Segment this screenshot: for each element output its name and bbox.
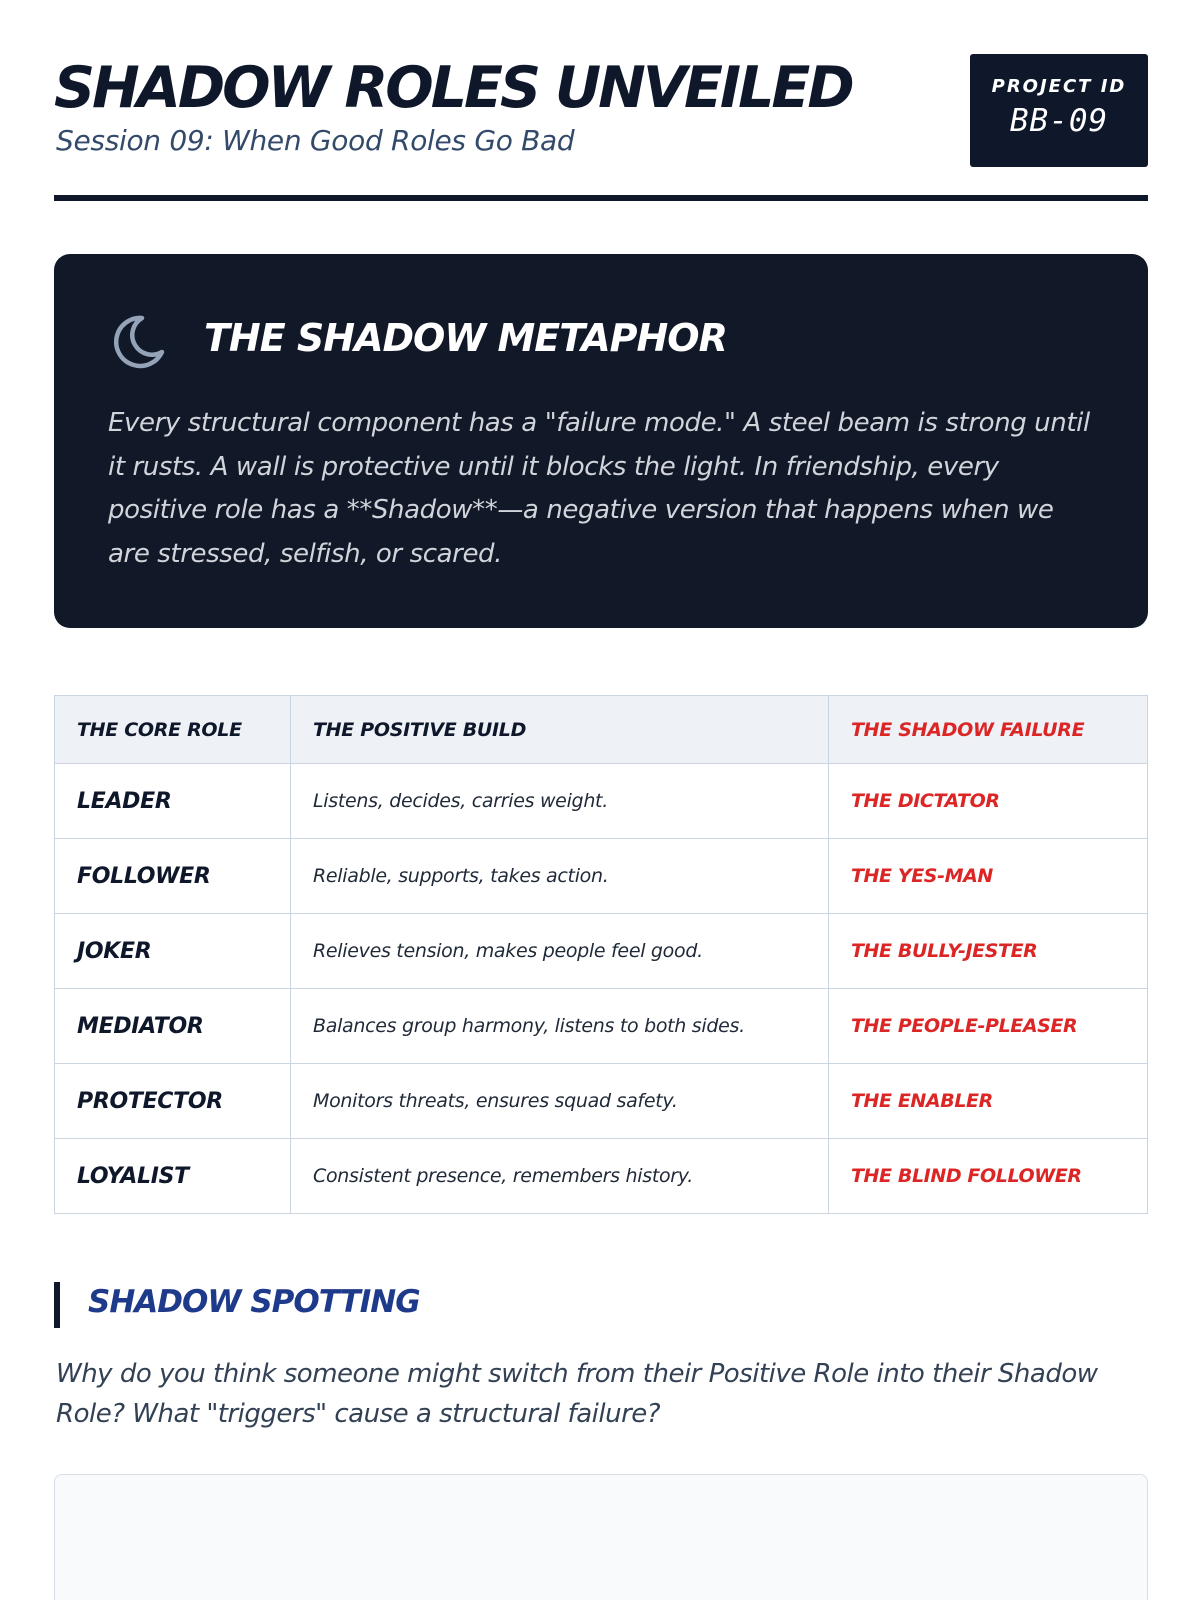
core-role-cell: MEDIATOR	[55, 989, 291, 1064]
header-shadow-failure: THE SHADOW FAILURE	[829, 696, 1148, 764]
core-role-cell: LOYALIST	[55, 1139, 291, 1214]
positive-build-cell: Monitors threats, ensures squad safety.	[291, 1064, 829, 1139]
roles-table	[54, 695, 1148, 1214]
shadow-spotting-heading: SHADOW SPOTTING	[88, 1284, 420, 1320]
header-positive-build: THE POSITIVE BUILD	[291, 696, 829, 764]
page-title: SHADOW ROLES UNVEILED	[54, 55, 852, 121]
table-row	[55, 839, 1148, 914]
table-row	[55, 1064, 1148, 1139]
page-header	[54, 0, 1148, 201]
shadow-failure-cell: THE ENABLER	[829, 1064, 1148, 1139]
positive-build-cell: Consistent presence, remembers history.	[291, 1139, 829, 1214]
moon-icon	[108, 312, 168, 372]
section-accent-bar	[54, 1282, 60, 1328]
positive-build-cell: Reliable, supports, takes action.	[291, 839, 829, 914]
project-id-badge	[970, 54, 1148, 167]
page-subtitle: Session 09: When Good Roles Go Bad	[56, 124, 575, 157]
core-role-cell: JOKER	[55, 914, 291, 989]
shadow-failure-cell: THE DICTATOR	[829, 764, 1148, 839]
metaphor-body: Every structural component has a "failure mode." A steel beam is strong until it rusts. A wall is protective until it blocks the light. In friendship, every positive role has a **Shadow**—a negative version that happens when we are stressed, selfish, or scared.	[108, 408, 1090, 569]
project-id-label: PROJECT ID	[991, 76, 1127, 97]
shadow-failure-cell: THE BLIND FOLLOWER	[829, 1139, 1148, 1214]
shadow-failure-cell: THE PEOPLE-PLEASER	[829, 989, 1148, 1064]
core-role-cell: PROTECTOR	[55, 1064, 291, 1139]
core-role-cell: LEADER	[55, 764, 291, 839]
positive-build-cell: Relieves tension, makes people feel good.	[291, 914, 829, 989]
shadow-failure-cell: THE YES-MAN	[829, 839, 1148, 914]
header-core-role: THE CORE ROLE	[55, 696, 291, 764]
shadow-failure-cell: THE BULLY-JESTER	[829, 914, 1148, 989]
table-row	[55, 914, 1148, 989]
table-row	[55, 764, 1148, 839]
answer-area[interactable]	[54, 1474, 1148, 1600]
shadow-metaphor-card	[54, 254, 1148, 628]
core-role-cell: FOLLOWER	[55, 839, 291, 914]
positive-build-cell: Listens, decides, carries weight.	[291, 764, 829, 839]
table-header-row	[55, 696, 1148, 764]
table-row	[55, 989, 1148, 1064]
worksheet-page	[54, 0, 1148, 1429]
metaphor-title: THE SHADOW METAPHOR	[204, 316, 727, 360]
project-id-value: BB-09	[1009, 103, 1109, 139]
shadow-spotting-question: Why do you think someone might switch from their Positive Role into their Shadow Role? What "triggers" cause a structural failure?	[56, 1359, 1098, 1429]
table-row	[55, 1139, 1148, 1214]
positive-build-cell: Balances group harmony, listens to both sides.	[291, 989, 829, 1064]
